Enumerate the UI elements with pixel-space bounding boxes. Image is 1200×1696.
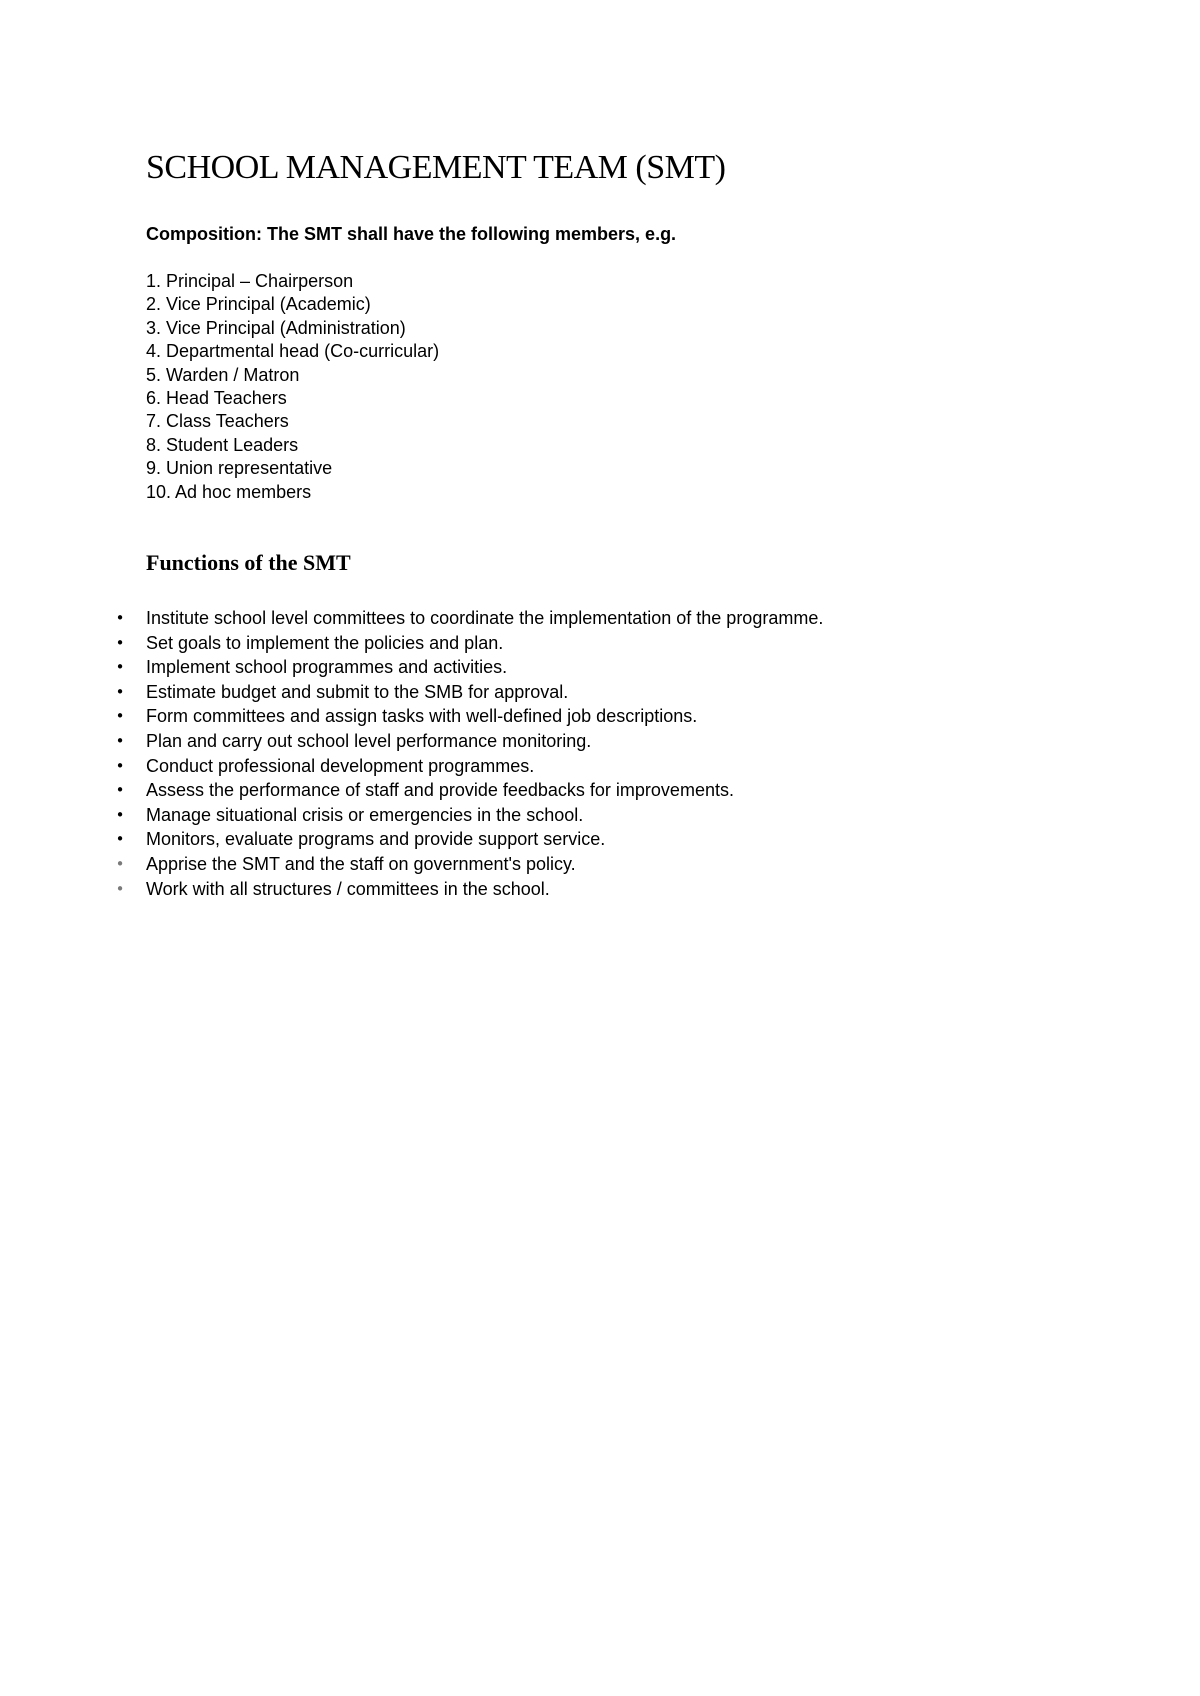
bullet-item [115,704,823,729]
functions-list [115,606,824,901]
list-item: 4. Departmental head (Co-curricular) [146,341,440,362]
bullet-item [115,631,823,656]
bullet-text: Implement school programmes and activities. [146,657,508,678]
bullet-icon: • [115,756,125,775]
bullet-text: Estimate budget and submit to the SMB for approval. [146,681,569,702]
bullet-icon: • [115,633,125,652]
list-item: 3. Vice Principal (Administration) [146,317,406,338]
list-item: 10. Ad hoc members [146,481,312,502]
members-list [146,270,439,504]
bullet-text: Apprise the SMT and the staff on government's policy. [146,853,576,874]
bullet-text: Set goals to implement the policies and plan. [146,632,504,653]
bullet-icon: • [115,854,125,873]
list-item: 6. Head Teachers [146,388,287,409]
functions-heading: Functions of the SMT [146,550,351,575]
bullet-text: Monitors, evaluate programs and provide support service. [146,829,606,850]
list-item: 8. Student Leaders [146,434,299,455]
bullet-text: Conduct professional development programmes. [146,755,535,776]
bullet-item [115,754,823,779]
bullet-item [115,606,824,631]
bullet-item [115,852,823,877]
document-title: SCHOOL MANAGEMENT TEAM (SMT) [146,149,726,186]
list-item: 5. Warden / Matron [146,364,300,385]
list-item: 9. Union representative [146,458,333,479]
bullet-item [115,655,823,680]
bullet-icon: • [115,707,125,726]
bullet-text: Institute school level committees to coordinate the implementation of the programme. [146,608,824,628]
bullet-item [115,827,823,852]
bullet-item [115,729,823,754]
list-item: 2. Vice Principal (Academic) [146,294,371,315]
list-item: 7. Class Teachers [146,411,289,432]
composition-label: Composition: The SMT shall have the following members, e.g. [146,224,677,244]
bullet-icon: • [115,830,125,849]
bullet-text: Form committees and assign tasks with well-defined job descriptions. [146,706,698,727]
bullet-item [115,877,823,902]
bullet-text: Assess the performance of staff and provide feedbacks for improvements. [146,780,734,801]
bullet-text: Plan and carry out school level performance monitoring. [146,730,592,751]
bullet-text: Manage situational crisis or emergencies in the school. [146,804,584,825]
bullet-item [115,803,823,828]
bullet-icon: • [115,609,125,627]
bullet-icon: • [115,731,125,750]
bullet-icon: • [115,879,125,898]
bullet-text: Work with all structures / committees in the school. [146,878,550,899]
bullet-item [115,680,823,705]
bullet-item [115,778,823,803]
list-item: 1. Principal – Chairperson [146,271,354,291]
bullet-icon: • [115,781,125,800]
bullet-icon: • [115,658,125,677]
bullet-icon: • [115,805,125,824]
bullet-icon: • [115,682,125,701]
